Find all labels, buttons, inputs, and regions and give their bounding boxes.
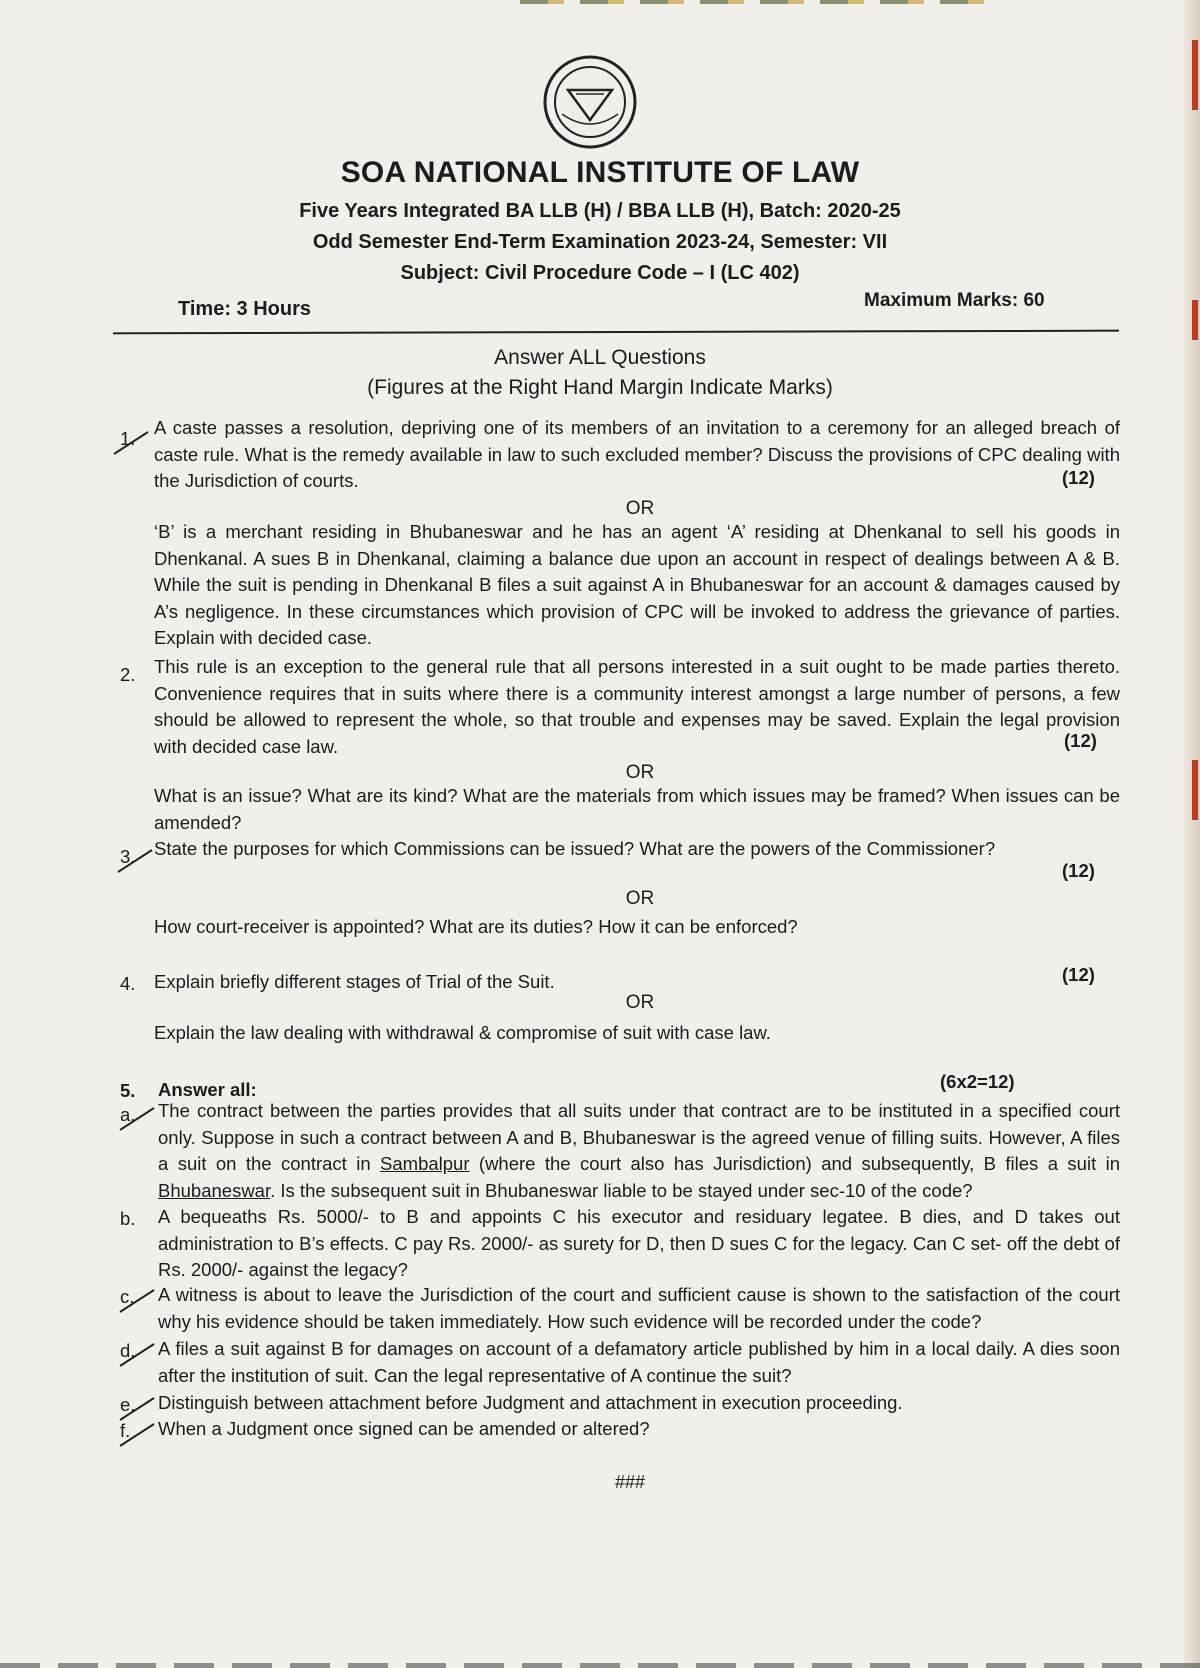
- handwritten-tick-icon: [118, 1286, 158, 1316]
- question-number: 5.: [120, 1080, 136, 1101]
- scan-top-strip: [520, 0, 1000, 4]
- subject-line: Subject: Civil Procedure Code – I (LC 402): [400, 262, 800, 284]
- handwritten-tick-icon: [118, 1104, 158, 1134]
- question-3-text: State the purposes for which Commissions can be issued? What are the powers of the Commissioner?: [154, 838, 996, 859]
- question-1-marks: (12): [1062, 467, 1095, 488]
- question-2-text: This rule is an exception to the general rule that all persons interested in a suit ought to be made parties thereto. Convenience requires that in suits where there is a community interest amongst a large number of persons, a few should be allowed to represent the whole, so that trouble and expenses may be saved. Explain the legal provision with decided case law.: [154, 656, 1120, 757]
- question-number: 2.: [120, 664, 136, 685]
- question-5-heading: Answer all:: [158, 1079, 257, 1100]
- handwritten-tick-icon: [112, 428, 152, 458]
- handwritten-tick-icon: [118, 1420, 158, 1450]
- or-separator: OR: [625, 888, 655, 909]
- question-number: 1.: [120, 428, 136, 449]
- question-number: 4.: [120, 973, 136, 994]
- instruction: Answer ALL Questions: [494, 346, 706, 369]
- institute-name: SOA NATIONAL INSTITUTE OF LAW: [340, 156, 860, 189]
- part-label: d.: [120, 1340, 136, 1361]
- handwritten-tick-icon: [118, 1340, 158, 1370]
- question-5a-text: The contract between the parties provides that all suits under that contract are to be instituted in a specified court only. Suppose in such a contract between A and B, Bhubaneswar is the agreed venue of filling suits. However, A files a suit on the contract in Sambalpur (where the court also has Jurisdiction) and subsequently, B files a suit in Bhubaneswar. Is the subsequent suit in Bhubaneswar liable to be stayed under sec-10 of the code?: [158, 1100, 1121, 1201]
- handwritten-tick-icon: [116, 846, 156, 876]
- place-sambalpur: Sambalpur: [380, 1153, 470, 1174]
- question-5-marks: (6x2=12): [940, 1071, 1015, 1092]
- question-number: 3.: [120, 846, 136, 867]
- programme-line: Five Years Integrated BA LLB (H) / BBA LLB (H), Batch: 2020-25: [299, 200, 901, 222]
- or-separator: OR: [625, 762, 655, 783]
- maximum-marks: Maximum Marks: 60: [864, 290, 1045, 311]
- question-4-marks: (12): [1062, 964, 1095, 985]
- question-5e-text: Distinguish between attachment before Judgment and attachment in execution proceeding.: [158, 1392, 903, 1413]
- part-label: c.: [120, 1286, 135, 1307]
- place-bhubaneswar: Bhubaneswar: [158, 1179, 271, 1201]
- question-4-alt-text: Explain the law dealing with withdrawal & compromise of suit with case law.: [154, 1022, 771, 1043]
- or-separator: OR: [625, 992, 655, 1013]
- part-label: a.: [120, 1104, 136, 1125]
- question-3-marks: (12): [1062, 860, 1095, 881]
- question-5f-text: When a Judgment once signed can be amended or altered?: [158, 1418, 650, 1439]
- question-3-alt-text: How court-receiver is appointed? What are its duties? How it can be enforced?: [154, 916, 798, 937]
- marks-note: (Figures at the Right Hand Margin Indicate Marks): [367, 376, 833, 399]
- question-2-marks: (12): [1064, 730, 1097, 751]
- time-allowed: Time: 3 Hours: [178, 298, 311, 320]
- end-of-paper-mark: ###: [614, 1472, 646, 1492]
- scan-right-edge: [1184, 0, 1200, 1668]
- header-divider: [113, 330, 1119, 335]
- question-4-text: Explain briefly different stages of Trial of the Suit.: [154, 971, 555, 992]
- part-label: b.: [120, 1208, 136, 1229]
- exam-line: Odd Semester End-Term Examination 2023-24, Semester: VII: [312, 231, 888, 253]
- question-5b-text: A bequeaths Rs. 5000/- to B and appoints C his executor and residuary legatee. B dies, and D takes out administration to B’s effects. C pay Rs. 2000/- as surety for D, then D sues C for the legacy. Can C set- off the debt of Rs. 2000/- against the legacy?: [158, 1206, 1120, 1280]
- question-1-text: A caste passes a resolution, depriving one of its members of an invitation to a ceremony for an alleged breach of caste rule. What is the remedy available in law to such excluded member? Discuss the provisions of CPC dealing with the Jurisdiction of courts.: [154, 417, 1120, 491]
- question-1-alt-text: ‘B’ is a merchant residing in Bhubaneswar and he has an agent ‘A’ residing at Dhenkanal to sell his goods in Dhenkanal. A sues B in Dhenkanal, claiming a balance due upon an account in respect of dealings between A & B. While the suit is pending in Dhenkanal B files a suit against A in Bhubaneswar for an account & damages caused by A’s negligence. In these circumstances which provision of CPC will be invoked to address the grievance of parties. Explain with decided case.: [154, 521, 1120, 648]
- part-label: f.: [120, 1420, 131, 1441]
- part-label: e.: [120, 1394, 136, 1415]
- institute-seal-logo: [542, 54, 638, 150]
- question-5c-text: A witness is about to leave the Jurisdiction of the court and sufficient cause is shown to the satisfaction of the court why his evidence should be taken immediately. How such evidence will be recorded under the code?: [158, 1284, 1120, 1332]
- question-5d-text: A files a suit against B for damages on account of a defamatory article published by him in a local daily. A dies soon after the institution of suit. Can the legal representative of A continue the suit?: [158, 1338, 1120, 1386]
- scan-bottom-strip: [0, 1663, 1200, 1668]
- or-separator: OR: [625, 498, 655, 519]
- question-2-alt-text: What is an issue? What are its kind? What are the materials from which issues may be framed? When issues can be amended?: [154, 785, 1120, 833]
